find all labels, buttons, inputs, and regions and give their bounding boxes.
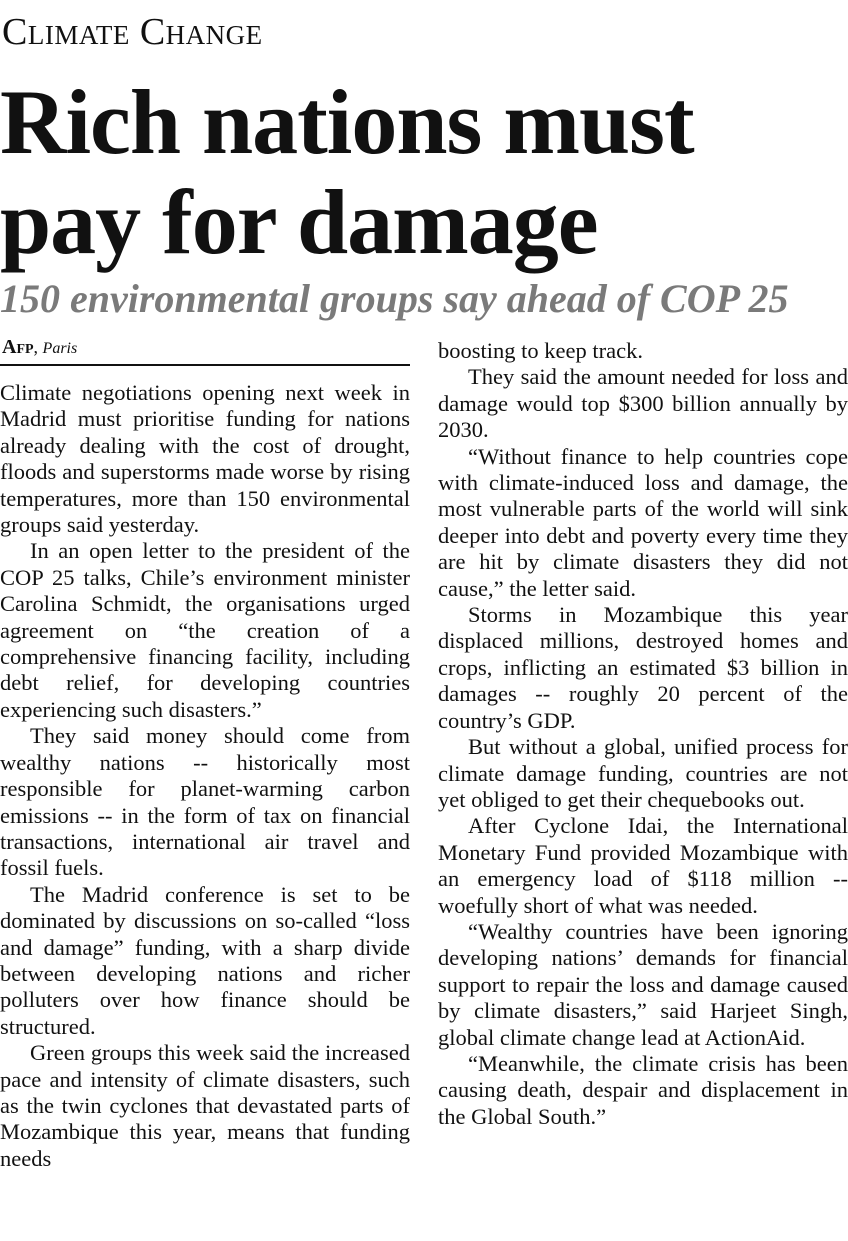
paragraph: “Meanwhile, the climate crisis has been causing death, despair and displacement in the Global South.” <box>438 1050 848 1129</box>
paragraph: They said the amount needed for loss and damage would top $300 billion annually by 2030. <box>438 364 848 443</box>
article-column-2 <box>438 338 848 1130</box>
paragraph: They said money should come from wealthy nations -- historically most responsible for planet-warming carbon emissions -- in the form of tax on financial transactions, international air travel and fossil fuels. <box>0 723 410 881</box>
paragraph: The Madrid conference is set to be dominated by discussions on so-called “loss and damage” funding, with a sharp divide between developing nations and richer polluters over how finance should be structured. <box>0 881 410 1039</box>
paragraph: After Cyclone Idai, the International Monetary Fund provided Mozambique with an emergency load of $118 million -- woefully short of what was needed. <box>438 813 848 918</box>
paragraph-continued: boosting to keep track. <box>438 338 643 363</box>
paragraph: Climate negotiations opening next week in Madrid must prioritise funding for nations already dealing with the cost of drought, floods and superstorms made worse by rising temperatures, more than 150 environmental groups said yesterday. <box>0 380 410 538</box>
paragraph: “Wealthy countries have been ignoring developing nations’ demands for financial support to repair the loss and damage caused by climate disasters,” said Harjeet Singh, global climate change lead at ActionAid. <box>438 918 848 1050</box>
byline-divider <box>0 364 410 366</box>
paragraph: But without a global, unified process for climate damage funding, countries are not yet obliged to get their chequebooks out. <box>438 734 848 812</box>
article-column-1 <box>0 380 410 1172</box>
byline-agency: Afp <box>2 336 34 358</box>
byline: Afp, Paris <box>2 336 78 358</box>
paragraph: Storms in Mozambique this year displaced millions, destroyed homes and crops, inflicting an estimated $3 billion in damages -- roughly 20 percent of the country’s GDP. <box>438 602 848 733</box>
headline: Rich nations must pay for damage <box>0 71 694 273</box>
section-kicker: Climate Change <box>2 11 263 53</box>
paragraph: “Without finance to help countries cope with climate-induced loss and damage, the most vulnerable parts of the world will sink deeper into debt and poverty every time they are hit by climate disasters they did not cause,” the letter said. <box>438 443 848 601</box>
byline-place: Paris <box>42 340 78 357</box>
subheadline: 150 environmental groups say ahead of COP 25 <box>0 276 789 321</box>
paragraph: Green groups this week said the increased pace and intensity of climate disasters, such as the twin cyclones that devastated parts of Mozambique this year, means that funding needs <box>0 1040 410 1171</box>
paragraph: In an open letter to the president of the COP 25 talks, Chile’s environment minister Carolina Schmidt, the organisations urged agreement on “the creation of a comprehensive financing facility, including debt relief, for developing countries experiencing such disasters.” <box>0 538 410 722</box>
